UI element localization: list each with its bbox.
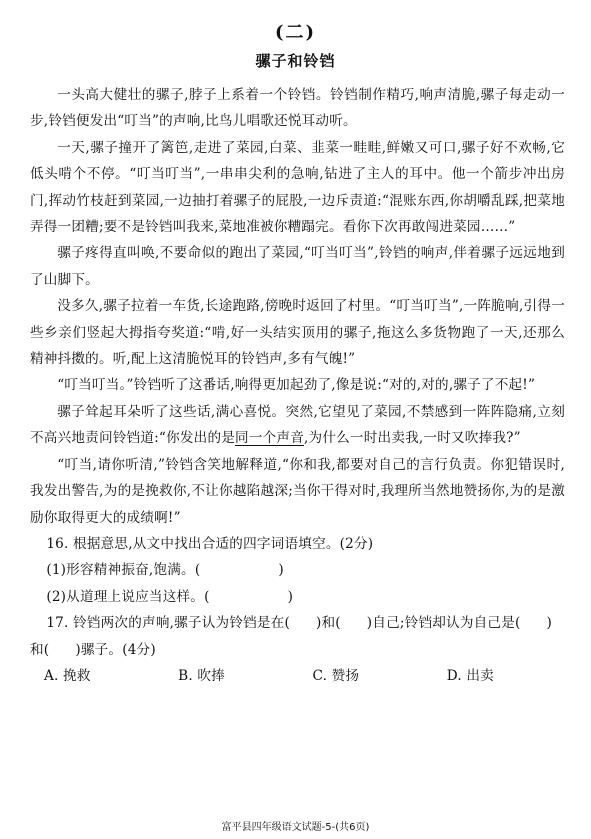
paragraph-2: 一天,骡子撞开了篱笆,走进了菜园,白菜、韭菜一畦畦,鲜嫩又可口,骡子好不欢畅,它低头啃个不停。“叮当叮当”,一串串尖利的急响,钻进了主人的耳中。他一个箭步冲出房门,挥动竹枝赶到菜园,一边抽打着骡子的屁股,一边斥责道:“混账东西,你胡嚼乱踩,把菜地弄得一团糟;要不是铃铛叫我来,菜地准被你糟蹋完。看你下次再敢闯进菜园……” bbox=[30, 139, 565, 236]
question-16 bbox=[30, 531, 565, 610]
story-title: 骡子和铃铛 bbox=[255, 52, 336, 70]
paragraph-7: “叮当,请你听清,”铃铛含笑地解释道,“你和我,都要对自己的言行负责。你犯错误时,我发出警告,为的是挽救你,不让你越陷越深;当你干得对时,我理所当然地赞扬你,为的是激励你取得更大的成绩啊!” bbox=[30, 456, 565, 526]
question-17-stem bbox=[30, 610, 565, 663]
option-c: C. 赞扬 bbox=[312, 667, 360, 684]
question-17 bbox=[30, 610, 565, 689]
q17-text-4: )和( bbox=[30, 615, 553, 658]
q17-text-3: )自己;铃铛却认为自己是( bbox=[366, 615, 521, 632]
q17-text-2: )和( bbox=[315, 615, 341, 632]
q16-item1-text: (1)形容精神振奋,饱满。( bbox=[46, 562, 201, 579]
option-d: D. 出卖 bbox=[446, 667, 494, 684]
question-17-options bbox=[44, 663, 494, 689]
underlined-phrase: 同一个声音 bbox=[235, 430, 305, 447]
question-16-item-1 bbox=[30, 557, 565, 583]
paragraph-6 bbox=[30, 399, 565, 452]
q17-text-1: 17. 铃铛两次的声响,骡子认为铃铛是在( bbox=[46, 615, 290, 632]
reading-passage bbox=[30, 82, 565, 689]
q17-text-5: )骡子。(4分) bbox=[75, 641, 156, 658]
paragraph-4: 没多久,骡子拉着一车货,长途跑路,傍晚时返回了村里。“叮当叮当”,一阵脆响,引得一些乡亲们竖起大拇指夸奖道:“啃,好一头结实顶用的骡子,拖这么多货物跑了一天,还那么精神抖擞的。听,配上这清脆悦耳的铃铛声,多有气魄!” bbox=[30, 298, 565, 368]
page-footer: 富平县四年级语文试题-5-(共6页) bbox=[221, 822, 370, 833]
question-16-item-2 bbox=[30, 584, 565, 610]
option-a: A. 挽救 bbox=[44, 667, 91, 684]
section-title: (二) bbox=[274, 22, 317, 43]
question-16-stem: 16. 根据意思,从文中找出合适的四字词语填空。(2分) bbox=[46, 535, 374, 552]
q16-item1-close: ) bbox=[278, 562, 284, 579]
paragraph-5: “叮当叮当。”铃铛听了这番话,响得更加起劲了,像是说:“对的,对的,骡子了不起!” bbox=[57, 377, 536, 394]
paragraph-6-after: ,为什么一时出卖我,一时又吹捧我?” bbox=[304, 430, 521, 447]
paragraph-6-before: 骡子耸起耳朵听了这些话,满心喜悦。突然,它望见了菜园,不禁感到一阵阵隐痛,立刻不高兴地责问铃铛道:“你发出的是 bbox=[30, 403, 565, 447]
q16-item2-text: (2)从道理上说应当这样。( bbox=[46, 588, 210, 605]
q16-item2-close: ) bbox=[287, 588, 294, 605]
option-b: B. 吹捧 bbox=[178, 667, 225, 684]
paragraph-1: 一头高大健壮的骡子,脖子上系着一个铃铛。铃铛制作精巧,响声清脆,骡子每走动一步,铃铛便发出“叮当”的声响,比鸟儿唱歌还悦耳动听。 bbox=[30, 87, 565, 130]
paragraph-3: 骡子疼得直叫唤,不要命似的跑出了菜园,“叮当叮当”,铃铛的响声,伴着骡子远远地到了山脚下。 bbox=[30, 245, 565, 288]
